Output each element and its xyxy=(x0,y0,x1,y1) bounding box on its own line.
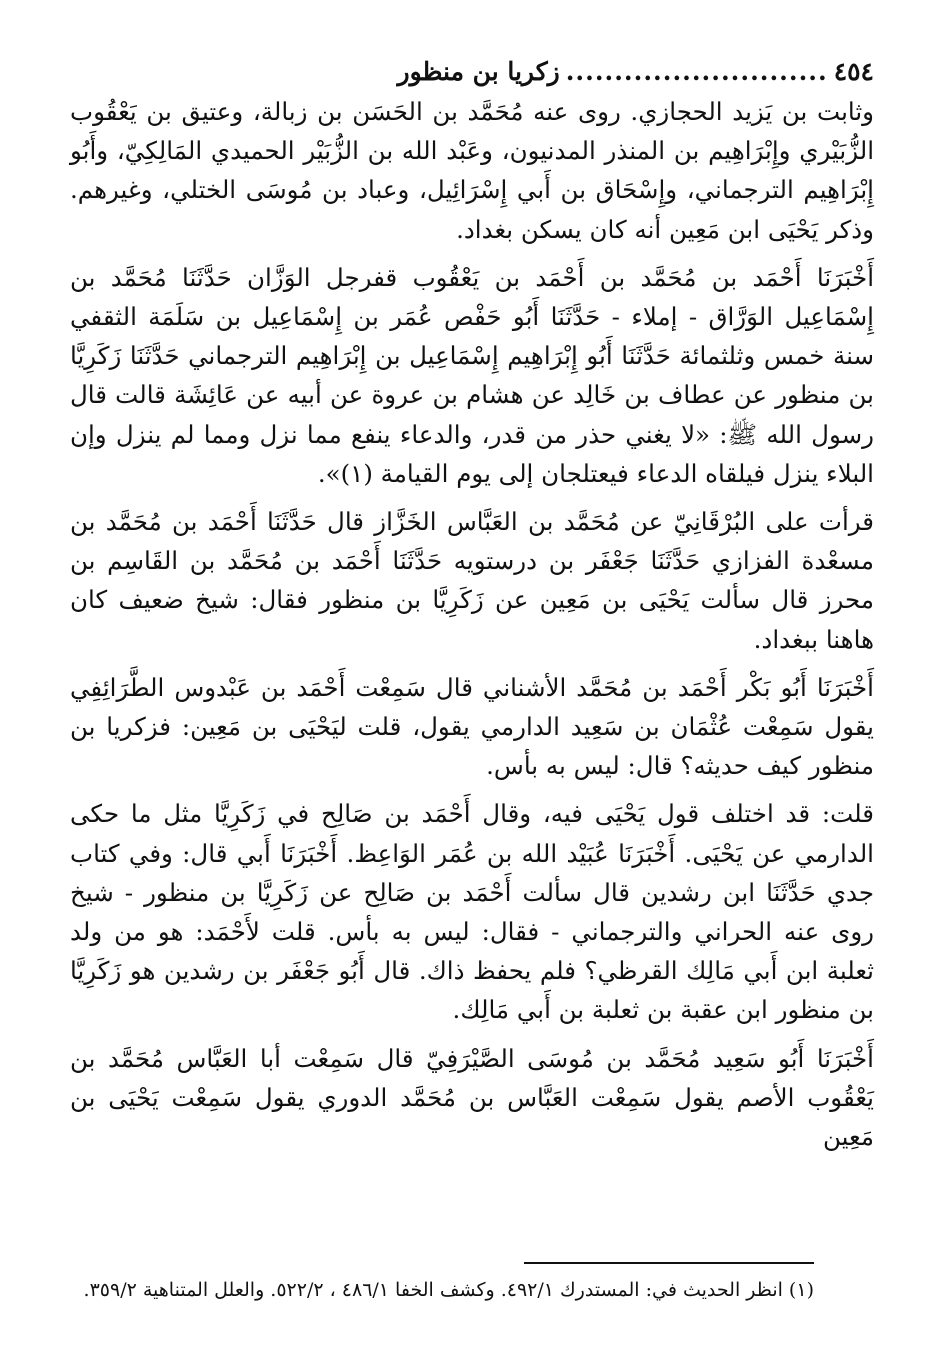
paragraph-6: أَخْبَرَنَا أَبُو سَعِيد مُحَمَّد بن مُوسَى الصَّيْرَفِيّ قال سَمِعْت أبا العَبَّاس مُحَمَّد بن يَعْقُوب الأصم يقول سَمِعْت العَبَّاس بن مُحَمَّد الدوري يقول سَمِعْت يَحْيَى بن مَعِين xyxy=(70,1043,874,1152)
page-number: ٤٥٤ xyxy=(833,57,874,86)
running-header xyxy=(70,52,874,92)
footnote-divider xyxy=(524,1262,814,1264)
paragraph-3: قرأت على البُرْقَانِيّ عن مُحَمَّد بن العَبَّاس الخَزَّاز قال حَدَّثَنَا أَحْمَد بن مُحَمَّد بن مسعْدة الفزازي حَدَّثَنَا جَعْفَر بن درستويه حَدَّثَنَا أَحْمَد بن مُحَمَّد بن القَاسِم بن محرز قال سألت يَحْيَى بن مَعِين عن زَكَرِيَّا بن منظور فقال: شيخ ضعيف كان هاهنا ببغداد. xyxy=(70,507,874,654)
footnote: (١) انظر الحديث في: المستدرك ٤٩٢/١. وكشف الخفا ٤٨٦/١ ، ٥٢٢/٢. والعلل المتناهية ٣٥٩/٢. xyxy=(83,1279,814,1301)
main-text xyxy=(70,92,874,1156)
paragraph-4: أَخْبَرَنَا أَبُو بَكْر أَحْمَد بن مُحَمَّد الأشناني قال سَمِعْت أَحْمَد بن عَبْدوس الطَّرَائِفِي يقول سَمِعْت عُثْمَان بن سَعِيد الدارمي يقول، قلت ليَحْيَى بن مَعِين: فزكريا بن منظور كيف حديثه؟ قال: ليس به بأس. xyxy=(70,672,874,781)
paragraph-5: قلت: قد اختلف قول يَحْيَى فيه، وقال أَحْمَد بن صَالِح في زَكَرِيَّا مثل ما حكى الدارمي عن يَحْيَى. أَخْبَرَنَا عُبَيْد الله بن عُمَر الوَاعِظ. أَخْبَرَنَا أَبي قال: وفي كتاب جدي حَدَّثَنَا ابن رشدين قال سألت أَحْمَد بن صَالِح عن زَكَرِيَّا بن منظور - شيخ روى عنه الحراني والترجماني - فقال: ليس به بأس. قلت لأَحْمَد: هو من ولد ثعلبة ابن أَبي مَالِك القرظي؟ فلم يحفظ ذاك. قال أَبُو جَعْفَر بن رشدين هو زَكَرِيَّا بن منظور ابن عقبة بن ثعلبة بن أَبي مَالِك. xyxy=(70,799,874,1025)
paragraph-1: وثابت بن يَزيد الحجازي. روى عنه مُحَمَّد بن الحَسَن بن زبالة، وعتيق بن يَعْقُوب الزُّبَيْري وإِبْرَاهِيم بن المنذر المدنيون، وعَبْد الله بن الزُّبَيْر الحميدي المَالِكِيّ، وأَبُو إِبْرَاهِيم الترجماني، وإِسْحَاق بن أَبي إِسْرَائِيل، وعباد بن مُوسَى الختلي، وغيرهم. وذكر يَحْيَى ابن مَعِين أنه كان يسكن بغداد. xyxy=(70,97,874,244)
dot-leader: ........................... xyxy=(565,57,828,86)
header-title: زكريا بن منظور xyxy=(397,57,560,86)
paragraph-2: أَخْبَرَنَا أَحْمَد بن مُحَمَّد بن أَحْمَد بن يَعْقُوب قفرجل الوَزَّان حَدَّثَنَا مُحَمَّد بن إِسْمَاعِيل الوَرَّاق - إملاء - حَدَّثَنَا أَبُو حَفْص عُمَر بن إِسْمَاعِيل بن سَلَمَة الثقفي سنة خمس وثلثمائة حَدَّثَنَا أَبُو إِبْرَاهِيم إِسْمَاعِيل بن إِبْرَاهِيم الترجماني حَدَّثَنَا زَكَرِيَّا بن منظور عن عطاف بن خَالِد عن هشام بن عروة عن أبيه عن عَائِشَة قالت قال رسول الله ﷺ: «لا يغني حذر من قدر، والدعاء ينفع مما نزل ومما لم ينزل وإن البلاء ينزل فيلقاه الدعاء فيعتلجان إلى يوم القيامة (١)». xyxy=(70,262,874,488)
